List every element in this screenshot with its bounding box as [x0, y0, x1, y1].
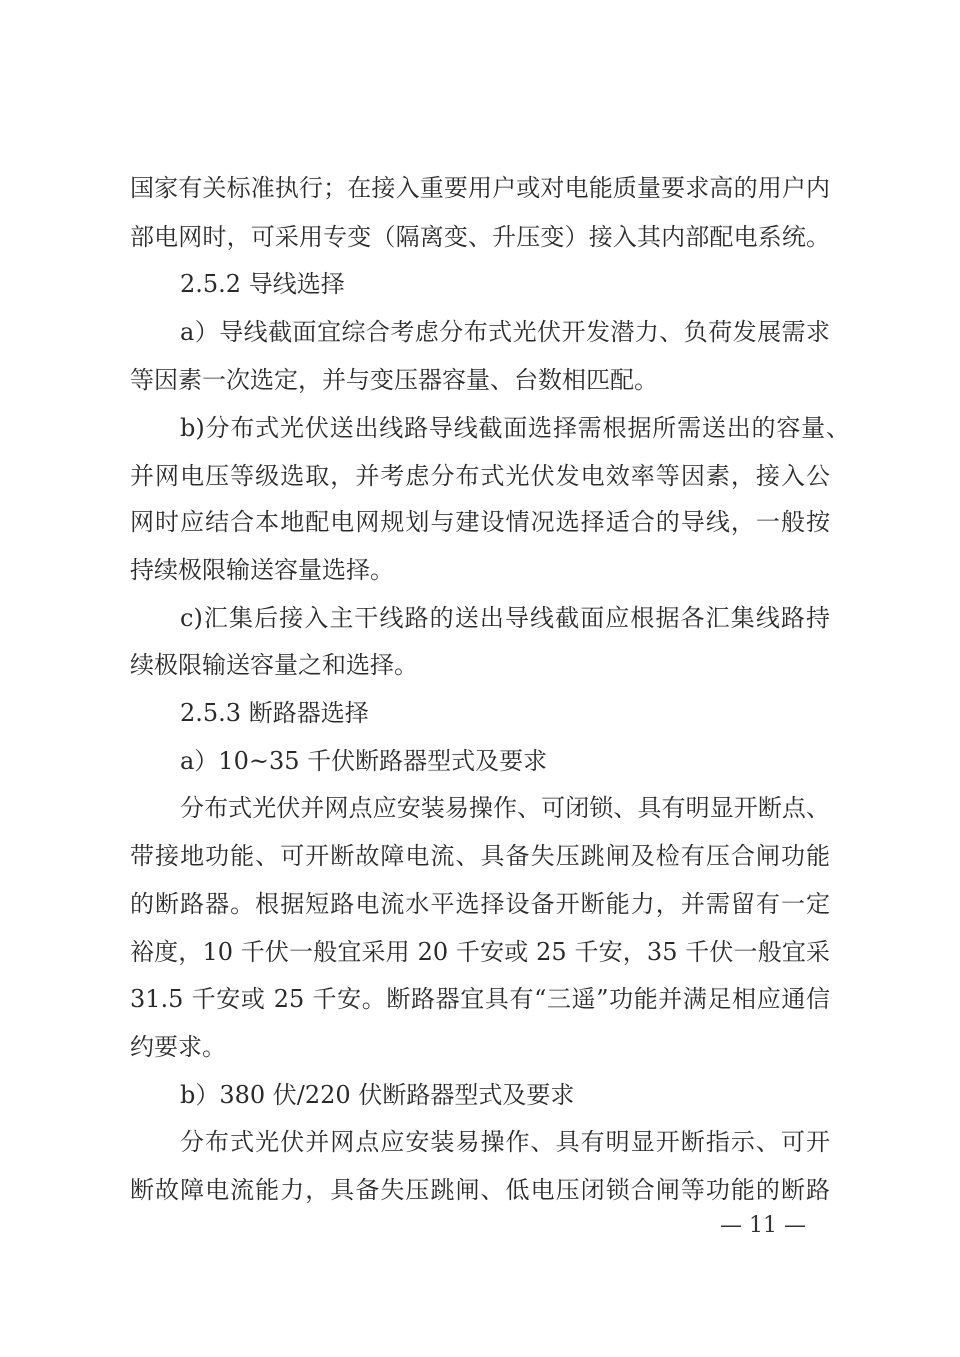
page-number: — 11 — — [720, 1213, 806, 1238]
body-text-line: 带接地功能、可开断故障电流、具备失压跳闸及检有压合闸功能 — [130, 842, 830, 870]
body-text-line: 并网电压等级选取，并考虑分布式光伏发电效率等因素，接入公 — [130, 462, 830, 490]
body-text-line: 续极限输送容量之和选择。 — [130, 651, 418, 679]
section-heading-2-5-3: 2.5.3 断路器选择 — [180, 699, 369, 727]
body-text-line: c)汇集后接入主干线路的送出导线截面应根据各汇集线路持 — [180, 604, 830, 632]
body-text-line: 等因素一次选定，并与变压器容量、台数相匹配。 — [130, 366, 658, 394]
body-text-line: 裕度，10 千伏一般宜采用 20 千安或 25 千安，35 千伏一般宜采 — [130, 938, 830, 966]
body-text-line: 分布式光伏并网点应安装易操作、可闭锁、具有明显开断点、 — [180, 794, 830, 822]
body-text-line: 约要求。 — [130, 1033, 226, 1061]
body-text-line: 网时应结合本地配电网规划与建设情况选择适合的导线，一般按 — [130, 508, 830, 536]
body-text-line: 持续极限输送容量选择。 — [130, 556, 394, 584]
subsection-heading-a: a）10~35 千伏断路器型式及要求 — [180, 747, 548, 775]
body-text-line: 部电网时，可采用专变（隔离变、升压变）接入其内部配电系统。 — [130, 223, 830, 251]
body-text-line: 分布式光伏并网点应安装易操作、具有明显开断指示、可开 — [180, 1128, 830, 1156]
subsection-heading-b: b）380 伏/220 伏断路器型式及要求 — [180, 1081, 575, 1109]
body-text-line: 断故障电流能力，具备失压跳闸、低电压闭锁合闸等功能的断路 — [130, 1176, 830, 1204]
body-text-line: 的断路器。根据短路电流水平选择设备开断能力，并需留有一定 — [130, 890, 830, 918]
section-heading-2-5-2: 2.5.2 导线选择 — [180, 270, 345, 298]
body-text-line: b)分布式光伏送出线路导线截面选择需根据所需送出的容量、 — [180, 414, 850, 442]
body-text-line: 31.5 千安或 25 千安。断路器宜具有“三遥”功能并满足相应通信 — [130, 985, 830, 1013]
body-text-line: a）导线截面宜综合考虑分布式光伏开发潜力、负荷发展需求 — [180, 318, 830, 346]
body-text-line: 国家有关标准执行；在接入重要用户或对电能质量要求高的用户内 — [130, 174, 830, 202]
